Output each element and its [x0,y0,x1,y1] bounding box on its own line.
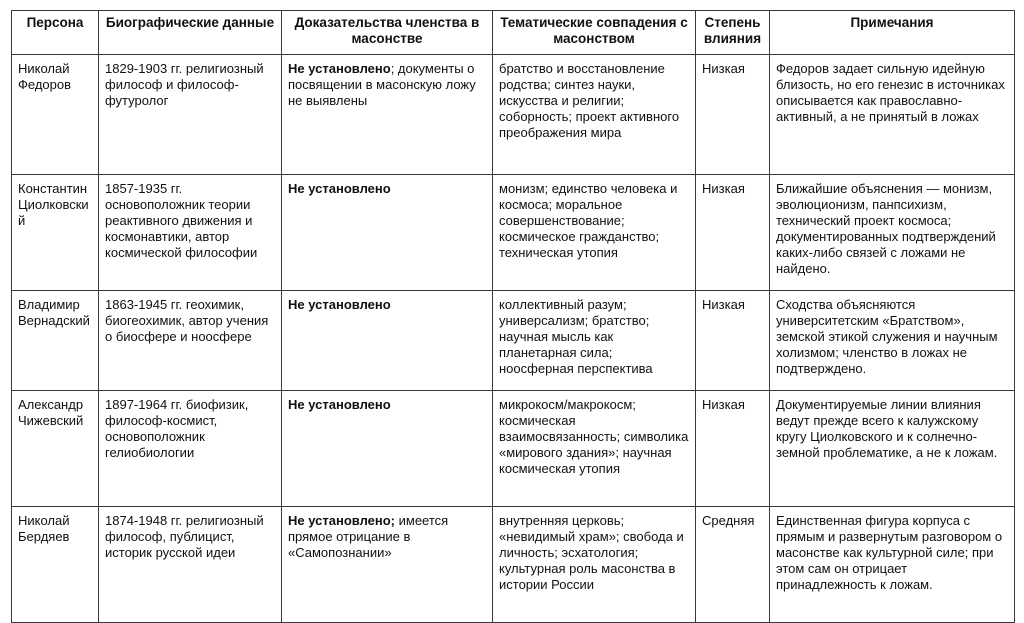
cell-notes: Сходства объясняются университетским «Братством», земской этикой служения и научным холизмом; членство в ложах не подтверждено. [770,291,1015,391]
header-thematic: Тематические совпадения с масонством [493,11,696,55]
cell-influence: Низкая [696,55,770,175]
cell-evidence [282,55,493,175]
cell-thematic: микрокосм/макрокосм; космическая взаимосвязанность; символика «мирового здания»; научная космическая утопия [493,391,696,507]
evidence-status: Не установлено [288,397,391,412]
cell-person: Николай Федоров [12,55,99,175]
cell-notes: Единственная фигура корпуса с прямым и развернутым разговором о масонстве как культурной силе; при этом сам он отрицает принадлежность к ложам. [770,507,1015,623]
cell-notes: Ближайшие объяснения — монизм, эволюционизм, панпсихизм, технический проект космоса; документированных подтверждений каких-либо связей с ложами не найдено. [770,175,1015,291]
header-influence: Степень влияния [696,11,770,55]
table-row [12,291,1015,391]
cell-thematic: братство и восстановление родства; синтез науки, искусства и религии; соборность; проект активного преображения мира [493,55,696,175]
cell-influence: Низкая [696,175,770,291]
header-person: Персона [12,11,99,55]
table-row [12,55,1015,175]
cell-influence: Низкая [696,391,770,507]
cell-person: Владимир Вернадский [12,291,99,391]
cell-influence: Низкая [696,291,770,391]
header-evidence: Доказательства членства в масонстве [282,11,493,55]
cell-person: Николай Бердяев [12,507,99,623]
cell-person: Александр Чижевский [12,391,99,507]
evidence-detail: имеется прямое отрицание в «Самопознании» [288,513,449,560]
header-bio: Биографические данные [99,11,282,55]
cell-evidence [282,391,493,507]
cell-person: Константин Циолковский [12,175,99,291]
cell-bio: 1863-1945 гг. геохимик, биогеохимик, автор учения о биосфере и ноосфере [99,291,282,391]
table-row [12,507,1015,623]
evidence-status: Не установлено [288,181,391,196]
evidence-status: Не установлено [288,61,391,76]
cell-thematic: монизм; единство человека и космоса; моральное совершенствование; космическое гражданство; техническая утопия [493,175,696,291]
cell-bio: 1857-1935 гг. основоположник теории реактивного движения и космонавтики, автор космической философии [99,175,282,291]
table-header-row [12,11,1015,55]
cell-notes: Федоров задает сильную идейную близость, но его генезис в источниках описывается как православно-активный, а не принятый в ложах [770,55,1015,175]
cell-notes: Документируемые линии влияния ведут прежде всего к калужскому кругу Циолковского и к солнечно-земной проблематике, а не к ложам. [770,391,1015,507]
cell-evidence [282,291,493,391]
freemasonry-comparison-table [11,10,1015,623]
cell-bio: 1829-1903 гг. религиозный философ и философ-футуролог [99,55,282,175]
freemasonry-comparison-table-container [11,10,1014,623]
evidence-status: Не установлено; [288,513,396,528]
cell-thematic: коллективный разум; универсализм; братство; научная мысль как планетарная сила; ноосферная перспектива [493,291,696,391]
cell-evidence [282,507,493,623]
header-notes: Примечания [770,11,1015,55]
evidence-status: Не установлено [288,297,391,312]
cell-thematic: внутренняя церковь; «невидимый храм»; свобода и личность; эсхатология; культурная роль масонства в истории России [493,507,696,623]
table-row [12,391,1015,507]
cell-influence: Средняя [696,507,770,623]
table-row [12,175,1015,291]
cell-bio: 1874-1948 гг. религиозный философ, публицист, историк русской идеи [99,507,282,623]
cell-bio: 1897-1964 гг. биофизик, философ-космист, основоположник гелиобиологии [99,391,282,507]
cell-evidence [282,175,493,291]
evidence-detail: ; документы о посвящении в масонскую ложу не выявлены [288,61,476,108]
